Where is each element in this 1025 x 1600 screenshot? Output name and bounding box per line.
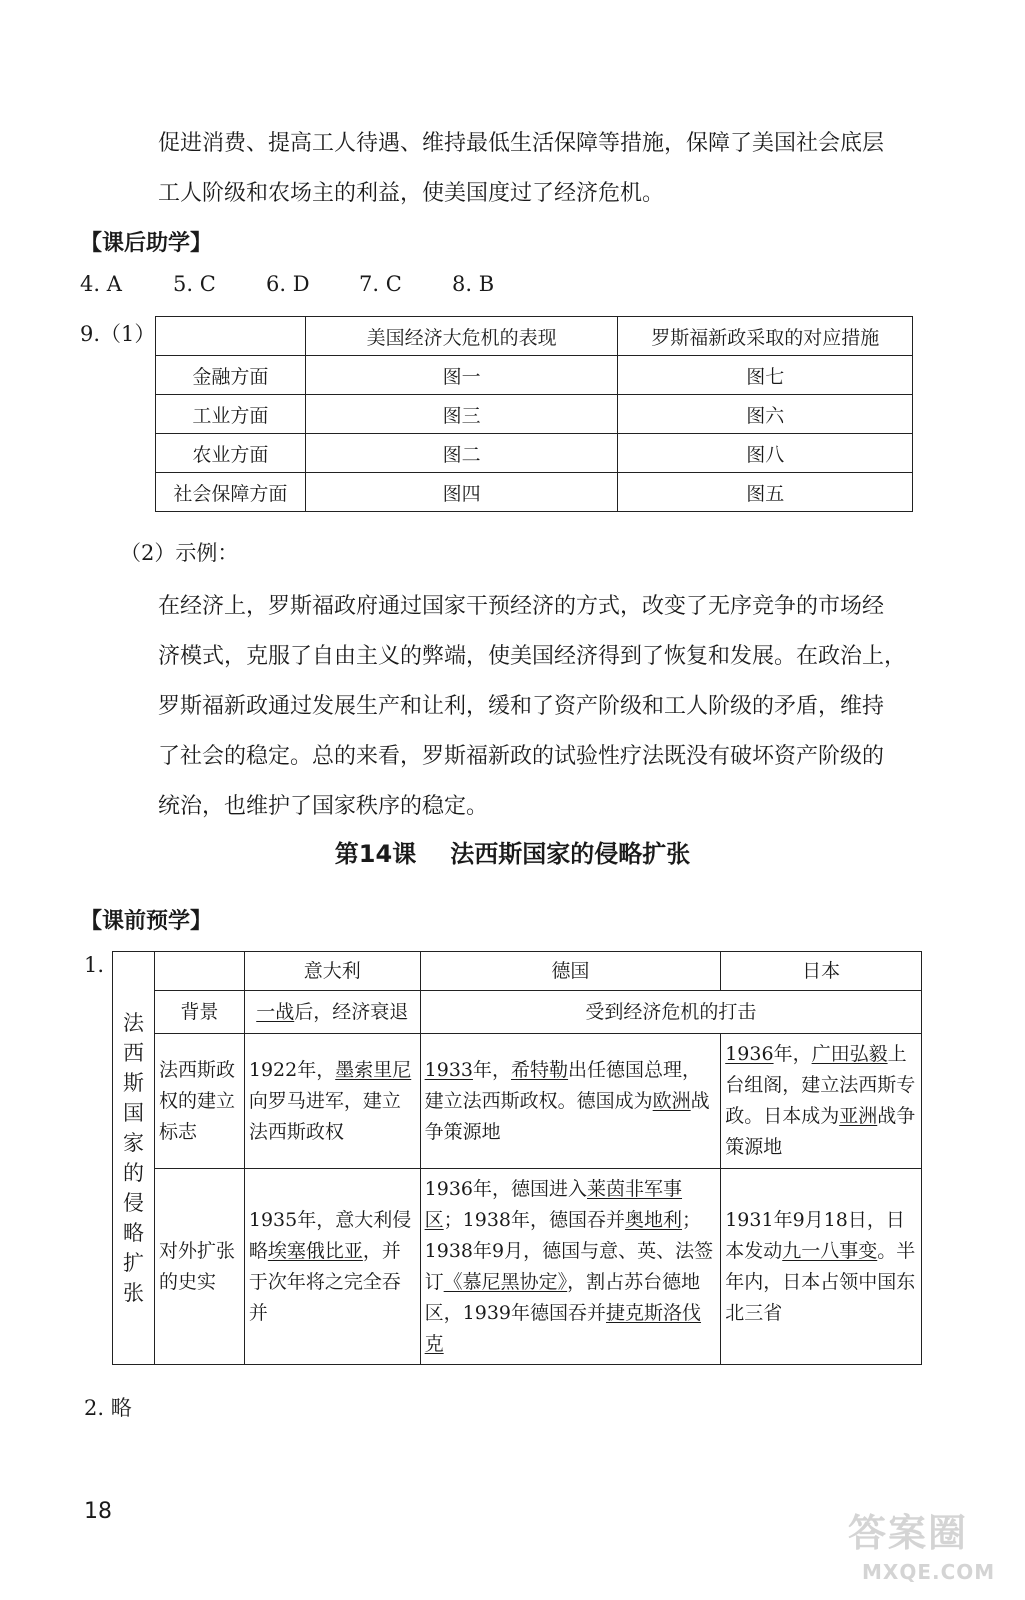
- table-header-cell: 意大利: [244, 952, 420, 991]
- table-cell: 社会保障方面: [156, 473, 306, 512]
- answer-line: 了社会的稳定。总的来看，罗斯福新政的试验性疗法既没有破坏资产阶级的: [158, 744, 885, 769]
- lesson-number: 第14课: [334, 840, 417, 868]
- table-header-row: [113, 952, 922, 991]
- table-header-cell: [154, 952, 244, 991]
- table-header-cell: 德国: [420, 952, 721, 991]
- intro-line-1: 促进消费、提高工人待遇、维持最低生活保障等措施，保障了美国社会底层: [158, 131, 885, 156]
- answer-line: 统治，也维护了国家秩序的稳定。: [158, 794, 489, 819]
- table-cell: 1922年，墨索里尼向罗马进军，建立法西斯政权: [244, 1034, 420, 1169]
- answer-4: 4. A: [80, 272, 122, 296]
- q9-2-answer: [158, 582, 938, 832]
- measures-table: [155, 316, 913, 512]
- lesson-title: [0, 834, 1025, 869]
- q9-label: 9.（1）: [80, 322, 156, 346]
- table-row-regime: [113, 1034, 922, 1169]
- table-header-cell: 罗斯福新政采取的对应措施: [618, 317, 913, 356]
- table-cell: 1931年9月18日，日本发动九一八事变。半年内，日本占领中国东北三省: [721, 1169, 922, 1365]
- table-cell: 图三: [305, 395, 618, 434]
- table-row: [156, 473, 913, 512]
- table-cell: 受到经济危机的打击: [420, 991, 921, 1034]
- table-cell: 图四: [305, 473, 618, 512]
- row-label: 对外扩张的史实: [154, 1169, 244, 1365]
- table-cell: 图五: [618, 473, 913, 512]
- q2-answer: 2. 略: [84, 1396, 132, 1420]
- watermark-url: MXQE.COM: [862, 1560, 996, 1584]
- lesson-name: 法西斯国家的侵略扩张: [450, 840, 691, 868]
- q9-2-label: （2）示例：: [120, 541, 239, 565]
- table-cell: 图二: [305, 434, 618, 473]
- answer-line: 罗斯福新政通过发展生产和让利，缓和了资产阶级和工人阶级的矛盾，维持: [158, 694, 885, 719]
- table-cell: 金融方面: [156, 356, 306, 395]
- after-class-heading: 【课后助学】: [80, 231, 213, 256]
- table-cell: 一战后，经济衰退: [244, 991, 420, 1034]
- pre-class-heading: 【课前预学】: [80, 909, 213, 934]
- side-label-cell: [113, 952, 155, 1365]
- page-number: 18: [84, 1499, 112, 1524]
- table-cell: 1936年，德国进入莱茵非军事区；1938年，德国吞并奥地利；1938年9月，德国与意、英、法签订《慕尼黑协定》，割占苏台德地区，1939年德国吞并捷克斯洛伐克: [420, 1169, 721, 1365]
- table-row: [156, 434, 913, 473]
- table-cell: 图一: [305, 356, 618, 395]
- answer-6: 6. D: [266, 272, 310, 296]
- table-row: [156, 395, 913, 434]
- table-header-cell: 日本: [721, 952, 922, 991]
- table-cell: 图八: [618, 434, 913, 473]
- row-label: 背景: [154, 991, 244, 1034]
- table-cell: 1935年，意大利侵略埃塞俄比亚，并于次年将之完全吞并: [244, 1169, 420, 1365]
- intro-paragraph: [158, 119, 938, 219]
- answer-line: 济模式，克服了自由主义的弊端，使美国经济得到了恢复和发展。在政治上，: [158, 644, 907, 669]
- q1-label: 1.: [84, 953, 105, 977]
- answers-row: [80, 272, 680, 296]
- table-header-cell: [156, 317, 306, 356]
- intro-line-2: 工人阶级和农场主的利益，使美国度过了经济危机。: [158, 181, 665, 206]
- answer-5: 5. C: [173, 272, 216, 296]
- watermark-logo: 答案圈: [848, 1511, 969, 1555]
- row-label: 法西斯政权的建立标志: [154, 1034, 244, 1169]
- table-header-cell: 美国经济大危机的表现: [305, 317, 618, 356]
- fascist-expansion-table: [112, 951, 922, 1365]
- table-cell: 工业方面: [156, 395, 306, 434]
- table-cell: 1936年，广田弘毅上台组阁，建立法西斯专政。日本成为亚洲战争策源地: [721, 1034, 922, 1169]
- answer-7: 7. C: [359, 272, 402, 296]
- side-label: 法西斯国家的侵略扩张: [122, 1011, 144, 1305]
- table-row-background: [113, 991, 922, 1034]
- answer-line: 在经济上，罗斯福政府通过国家干预经济的方式，改变了无序竞争的市场经: [158, 594, 885, 619]
- table-row-expansion: [113, 1169, 922, 1365]
- table-cell: 图七: [618, 356, 913, 395]
- table-row: [156, 356, 913, 395]
- table-cell: 农业方面: [156, 434, 306, 473]
- table-cell: 1933年，希特勒出任德国总理，建立法西斯政权。德国成为欧洲战争策源地: [420, 1034, 721, 1169]
- answer-8: 8. B: [452, 272, 495, 296]
- table-cell: 图六: [618, 395, 913, 434]
- table-header-row: [156, 317, 913, 356]
